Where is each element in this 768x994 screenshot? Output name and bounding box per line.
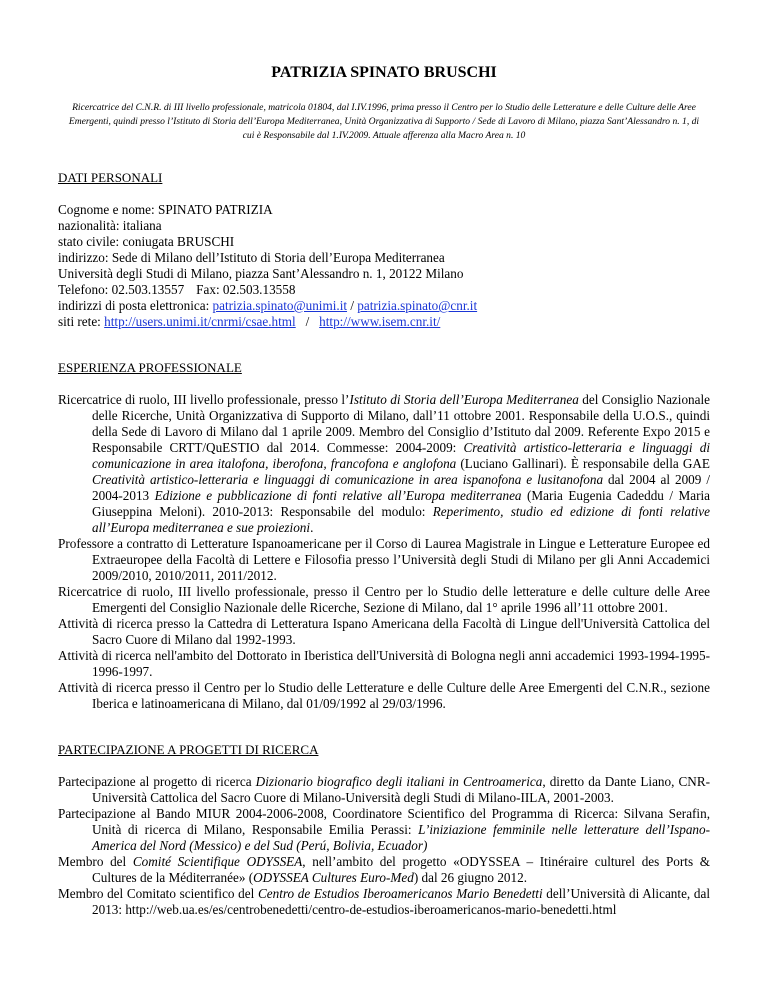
document-subtitle: Ricercatrice del C.N.R. di III livello professionale, matricola 01804, dal I.IV.1996, prima presso il Centro per lo Studio delle Letterature e delle Culture delle Aree Emergenti, quindi presso l’Istituto di Storia dell’Europa Mediterranea, Unità Organizzativa di Supporto / Sede di Lavoro di Milano, piazza Sant’Alessandro n. 1, di cui è Responsabile dal 1.IV.2009. Attuale afferenza alla Macro Area n. 10 <box>68 102 700 141</box>
experience-entry-cnr-iberica: Attività di ricerca presso il Centro per lo Studio delle Letterature e delle Culture delle Aree Emergenti del C.N.R., sezione Iberica e latinoamericana di Milano, dal 01/09/1992 al 29/03/1996. <box>58 680 710 711</box>
email-label: indirizzi di posta elettronica: <box>58 298 213 313</box>
section-heading-projects: PARTECIPAZIONE A PROGETTI DI RICERCA <box>58 742 319 757</box>
address-line-2: Università degli Studi di Milano, piazza Sant’Alessandro n. 1, 20122 Milano <box>58 266 464 281</box>
project-entry-dizionario: Partecipazione al progetto di ricerca Dizionario biografico degli italiani in Centroamerica, diretto da Dante Liano, CNR- Università Cattolica del Sacro Cuore di Milano-Università degli Studi di Milano-IILA, 2001-2003. <box>58 774 711 805</box>
website-link-isem[interactable]: http://www.isem.cnr.it/ <box>319 314 441 329</box>
projects-block <box>58 774 710 918</box>
civil-status-line: stato civile: coniugata BRUSCHI <box>58 234 235 249</box>
email-line <box>58 298 710 314</box>
experience-entry-professor: Professore a contratto di Letterature Ispanoamericane per il Corso di Laurea Magistrale in Lingue e Letterature Europee ed Extraeuropee della Facoltà di Lettere e Filosofia presso l’Università degli Studi di Milano per gli Anni Accademici 2009/2010, 2010/2011, 2011/2012. <box>58 536 710 583</box>
section-heading-experience: ESPERIENZA PROFESSIONALE <box>58 360 242 375</box>
project-entry-odyssea: Membro del Comité Scientifique ODYSSEA, nell’ambito del progetto «ODYSSEA – Itinéraire culturel des Ports & Cultures de la Méditerranée» (ODYSSEA Cultures Euro-Med) dal 26 giugno 2012. <box>58 854 711 885</box>
personal-data-block <box>58 202 710 330</box>
project-entry-benedetti: Membro del Comitato scientifico del Centro de Estudios Iberoamericanos Mario Benedetti dell’Università di Alicante, dal 2013: http://web.ua.es/es/centrobenedetti/centro-de-estudios-iberoamericanos-mario-benedetti.html <box>58 886 710 917</box>
website-label: siti rete: <box>58 314 105 329</box>
website-separator: / <box>295 314 320 329</box>
email-link-cnr[interactable]: patrizia.spinato@cnr.it <box>357 298 478 313</box>
experience-entry-cattolica: Attività di ricerca presso la Cattedra di Letteratura Ispano Americana della Facoltà di Lingue dell'Università Cattolica del Sacro Cuore di Milano dal 1992-1993. <box>58 616 710 647</box>
fax-text: Fax: 02.503.13558 <box>196 282 296 297</box>
address-line-1: indirizzo: Sede di Milano dell’Istituto di Storia dell’Europa Mediterranea <box>58 250 445 265</box>
phone-fax-line <box>58 282 710 298</box>
email-separator: / <box>347 298 358 313</box>
email-link-unimi[interactable]: patrizia.spinato@unimi.it <box>212 298 348 313</box>
experience-entry-bologna: Attività di ricerca nell'ambito del Dottorato in Iberistica dell'Università di Bologna negli anni accademici 1993-1994-1995-1996-1997. <box>58 648 710 679</box>
website-line <box>58 314 710 330</box>
name-line: Cognome e nome: SPINATO PATRIZIA <box>58 202 273 217</box>
phone-text: Telefono: 02.503.13557 <box>58 282 185 297</box>
nationality-line: nazionalità: italiana <box>58 218 162 233</box>
experience-block <box>58 392 710 712</box>
section-heading-personal: DATI PERSONALI <box>58 170 163 185</box>
experience-entry-isem: Ricercatrice di ruolo, III livello professionale, presso l’Istituto di Storia dell’Europa Mediterranea del Consiglio Nazionale delle Ricerche, Unità Organizzativa di Supporto di Milano, dall’11 ottobre 2001. Responsabile della U.O.S., quindi della Sede di Lavoro di Milano dal 1 aprile 2009. Membro del Consiglio d’Istituto dal 2009. Referente Expo 2015 e Responsabile CRTT/QuESTIO dal 2014. Commesse: 2004-2009: Creatività artistico-letteraria e linguaggi di comunicazione in area italofona, iberofona, francofona e anglofona (Luciano Gallinari). È responsabile della GAE Creatività artistico-letteraria e linguaggi di comunicazione in area ispanofona e lusitanofona dal 2004 al 2009 / 2004-2013 Edizione e pubblicazione di fonti relative all’Europa mediterranea (Maria Eugenia Cadeddu / Maria Giuseppina Meloni). 2010-2013: Responsabile del modulo: Reperimento, studio ed edizione di fonti relative all’Europa mediterranea e sue proiezioni. <box>58 392 710 535</box>
website-link-csae[interactable]: http://users.unimi.it/cnrmi/csae.html <box>104 314 296 329</box>
document-title: PATRIZIA SPINATO BRUSCHI <box>271 64 497 81</box>
document-page <box>58 0 710 918</box>
experience-entry-csae: Ricercatrice di ruolo, III livello professionale, presso il Centro per lo Studio delle letterature e delle culture delle Aree Emergenti del Consiglio Nazionale delle Ricerche, Sezione di Milano, dal 1° aprile 1996 all’11 ottobre 2001. <box>58 584 710 615</box>
project-entry-miur: Partecipazione al Bando MIUR 2004-2006-2008, Coordinatore Scientifico del Programma di Ricerca: Silvana Serafin, Unità di ricerca di Milano, Responsabile Emilia Perassi: L’iniziazione femminile nelle letterature dell’Ispano-America del Nord (Messico) e del Sud (Perú, Bolivia, Ecuador) <box>58 806 710 853</box>
